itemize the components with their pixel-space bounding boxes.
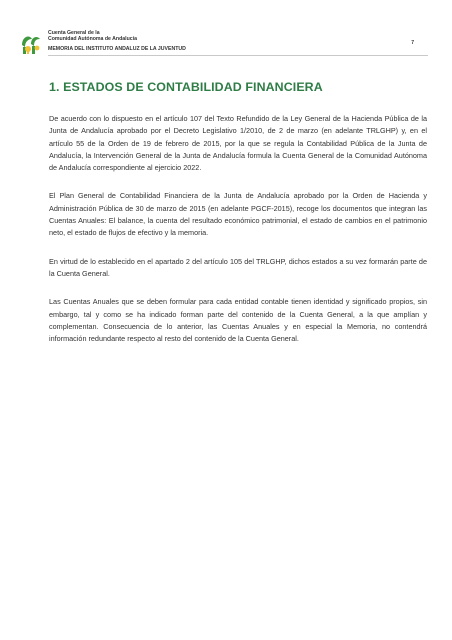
document-section-header: MEMORIA DEL INSTITUTO ANDALUZ DE LA JUVENTUD	[48, 46, 186, 52]
paragraph-4: Las Cuentas Anuales que se deben formular para cada entidad contable tienen identidad y significado propios, sin embargo, tal y como se ha indicado forman parte del contenido de la Cuenta General, a la que amplían y complementan. Consecuencia de lo anterior, las Cuentas Anuales y en especial la Memoria, no contendrá información redundante respecto al resto del contenido de la Cuenta General.	[49, 297, 427, 344]
org-name-line-2: Comunidad Autónoma de Andalucía	[48, 36, 137, 42]
header-divider	[48, 55, 428, 56]
page-number: 7	[411, 40, 414, 46]
org-name-line-1: Cuenta General de la	[48, 30, 100, 36]
paragraph-1: De acuerdo con lo dispuesto en el artículo 107 del Texto Refundido de la Ley General de la Hacienda Pública de la Junta de Andalucía aprobado por el Decreto Legislativo 1/2010, de 2 de marzo (en adelante TRLGHP) y, en el artículo 55 de la Orden de 19 de febrero de 2015, por la que se regula la Contabilidad Pública de la Junta de Andalucía, la Intervención General de la Junta de Andalucía formula la Cuenta General de la Comunidad Autónoma de Andalucía correspondiente al ejercicio 2022.	[49, 114, 427, 173]
junta-de-andalucia-logo-icon	[19, 31, 43, 55]
paragraph-2: El Plan General de Contabilidad Financiera de la Junta de Andalucía aprobado por la Orden de Hacienda y Administración Pública de 30 de marzo de 2015 (en adelante PGCF-2015), recoge los documentos que integran las Cuentas Anuales: El balance, la cuenta del resultado económico patrimonial, el estado de cambios en el patrimonio neto, el estado de flujos de efectivo y la memoria.	[49, 191, 427, 238]
section-title: 1. ESTADOS DE CONTABILIDAD FINANCIERA	[49, 80, 323, 94]
paragraph-3: En virtud de lo establecido en el apartado 2 del artículo 105 del TRLGHP, dichos estados a su vez formarán parte de la Cuenta General.	[49, 256, 427, 278]
body-text	[49, 113, 427, 361]
